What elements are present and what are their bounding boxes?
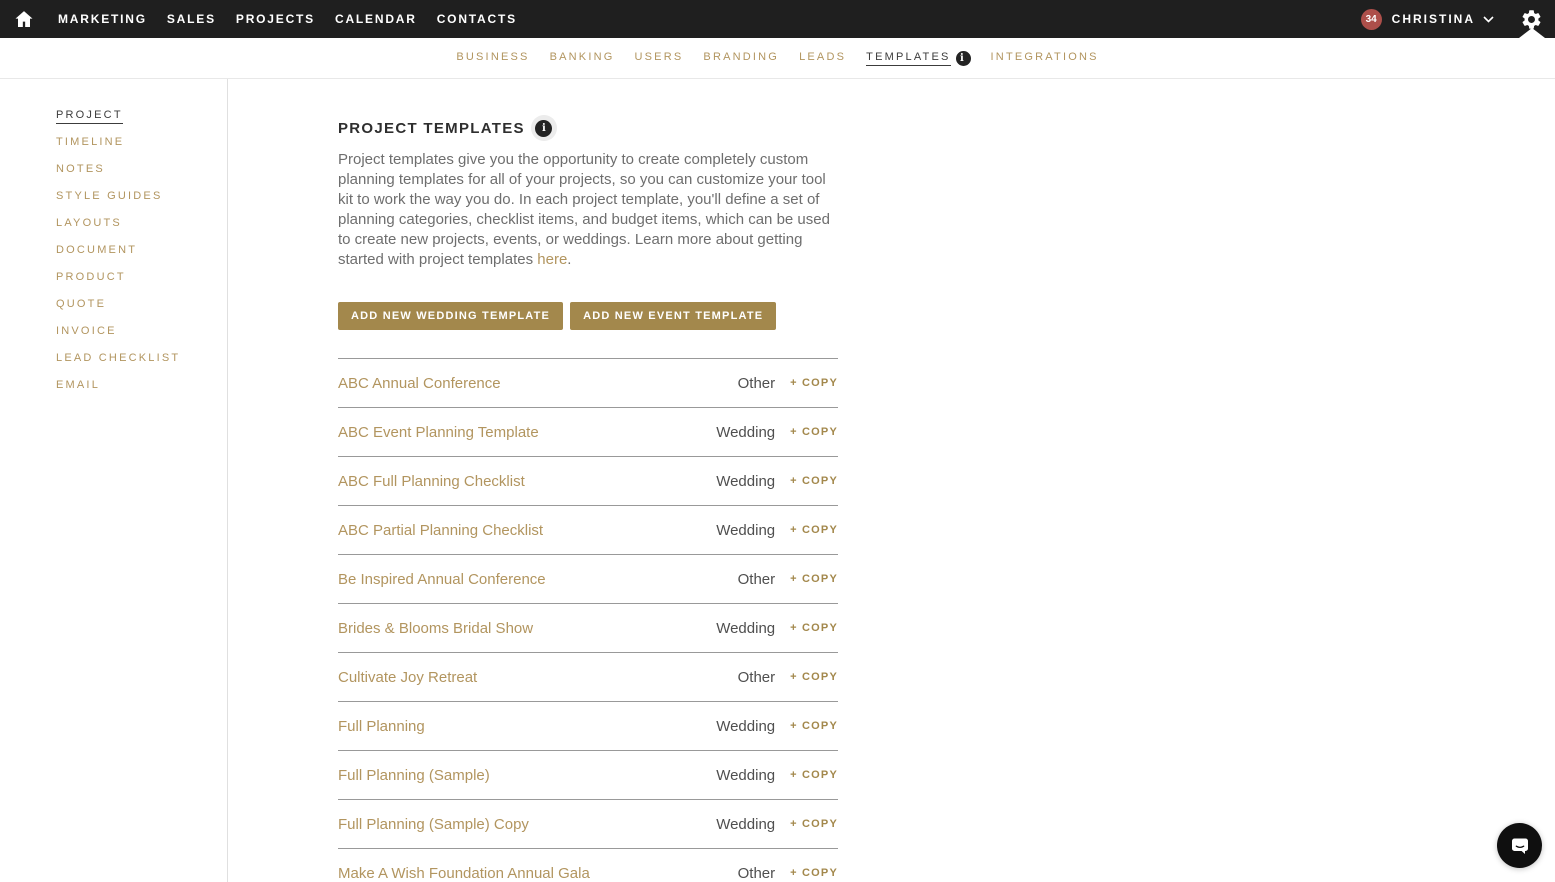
home-icon[interactable] <box>14 9 34 29</box>
sidebar-item-label: NOTES <box>56 163 105 175</box>
sidebar-item[interactable] <box>56 163 227 190</box>
top-nav-left <box>0 9 527 29</box>
template-copy-button[interactable]: + COPY <box>790 377 838 389</box>
notification-badge[interactable]: 34 <box>1361 9 1382 30</box>
settings-nav-item-label: BANKING <box>549 50 615 63</box>
sidebar-item[interactable] <box>56 136 227 163</box>
top-nav <box>0 0 1555 38</box>
primary-nav <box>48 12 527 26</box>
templates-list <box>338 358 838 882</box>
chat-bubble-icon <box>1508 834 1532 858</box>
settings-nav-item-label: INTEGRATIONS <box>990 50 1099 63</box>
sidebar-item[interactable] <box>56 271 227 298</box>
template-row <box>338 359 838 408</box>
template-type: Other <box>737 668 776 686</box>
sidebar-item[interactable] <box>56 352 227 379</box>
template-row <box>338 457 838 506</box>
settings-nav-item-label: USERS <box>634 50 684 63</box>
sidebar-item-label: DOCUMENT <box>56 244 138 256</box>
template-type: Other <box>737 864 776 882</box>
template-copy-button[interactable]: + COPY <box>790 720 838 732</box>
sidebar-item-label: PROJECT <box>56 109 123 124</box>
template-type: Wedding <box>716 766 776 784</box>
primary-nav-item[interactable]: PROJECTS <box>235 12 315 26</box>
sidebar-item[interactable] <box>56 109 227 136</box>
sidebar-item-label: TIMELINE <box>56 136 125 148</box>
template-copy-button[interactable]: + COPY <box>790 622 838 634</box>
user-menu[interactable] <box>1392 12 1494 26</box>
sidebar-item-label: PRODUCT <box>56 271 126 283</box>
template-name-link[interactable]: Full Planning (Sample) <box>338 766 490 784</box>
primary-nav-item[interactable]: CALENDAR <box>334 12 417 26</box>
settings-nav-item[interactable] <box>703 51 779 66</box>
chevron-down-icon <box>1483 16 1494 23</box>
template-copy-button[interactable]: + COPY <box>790 769 838 781</box>
settings-nav-item[interactable] <box>456 51 529 66</box>
sidebar-item[interactable] <box>56 379 227 406</box>
template-name-link[interactable]: Make A Wish Foundation Annual Gala <box>338 864 590 882</box>
page-description <box>338 150 838 270</box>
add-event-template-button[interactable]: ADD NEW EVENT TEMPLATE <box>570 302 776 330</box>
template-row <box>338 751 838 800</box>
template-row <box>338 408 838 457</box>
main-panel <box>338 79 838 882</box>
template-row <box>338 555 838 604</box>
primary-nav-item[interactable]: CONTACTS <box>436 12 517 26</box>
template-name-link[interactable]: ABC Full Planning Checklist <box>338 472 525 490</box>
sidebar-item-label: QUOTE <box>56 298 107 310</box>
sidebar-item-label: LAYOUTS <box>56 217 122 229</box>
description-suffix: . <box>567 251 572 268</box>
template-copy-button[interactable]: + COPY <box>790 867 838 879</box>
template-copy-button[interactable]: + COPY <box>790 426 838 438</box>
template-name-link[interactable]: ABC Event Planning Template <box>338 423 539 441</box>
template-copy-button[interactable]: + COPY <box>790 573 838 585</box>
user-name: CHRISTINA <box>1391 12 1475 26</box>
primary-nav-item[interactable]: SALES <box>166 12 216 26</box>
template-copy-button[interactable]: + COPY <box>790 818 838 830</box>
chat-launcher-button[interactable] <box>1497 823 1542 868</box>
learn-more-link[interactable]: here <box>537 251 568 268</box>
content-area <box>0 79 1555 882</box>
template-name-link[interactable]: Full Planning <box>338 717 425 735</box>
sidebar <box>0 79 228 882</box>
template-name-link[interactable]: ABC Annual Conference <box>338 374 501 392</box>
template-row <box>338 604 838 653</box>
settings-popover-arrow <box>1519 28 1545 38</box>
template-row <box>338 849 838 882</box>
template-copy-button[interactable]: + COPY <box>790 671 838 683</box>
settings-nav <box>0 38 1555 79</box>
template-name-link[interactable]: Be Inspired Annual Conference <box>338 570 546 588</box>
template-type: Wedding <box>716 619 776 637</box>
template-name-link[interactable]: Cultivate Joy Retreat <box>338 668 478 686</box>
sidebar-item[interactable] <box>56 298 227 325</box>
settings-nav-item-label: BRANDING <box>703 50 780 63</box>
template-name-link[interactable]: Full Planning (Sample) Copy <box>338 815 529 833</box>
template-row <box>338 506 838 555</box>
template-row <box>338 702 838 751</box>
settings-nav-item[interactable] <box>635 51 684 66</box>
info-icon: i <box>535 120 552 137</box>
template-type: Other <box>737 374 776 392</box>
template-type: Wedding <box>716 521 776 539</box>
sidebar-item-label: EMAIL <box>56 379 101 391</box>
template-name-link[interactable]: ABC Partial Planning Checklist <box>338 521 544 539</box>
settings-nav-item-label: LEADS <box>799 50 847 63</box>
template-copy-button[interactable]: + COPY <box>790 475 838 487</box>
settings-nav-item-label: BUSINESS <box>456 50 530 63</box>
template-row <box>338 653 838 702</box>
template-actions <box>338 302 838 330</box>
settings-nav-item[interactable] <box>991 51 1099 66</box>
primary-nav-item[interactable]: MARKETING <box>58 12 147 26</box>
info-icon[interactable]: i <box>956 51 971 66</box>
template-type: Wedding <box>716 423 776 441</box>
template-name-link[interactable]: Brides & Blooms Bridal Show <box>338 619 534 637</box>
settings-nav-item[interactable] <box>866 51 970 66</box>
template-type: Other <box>737 570 776 588</box>
template-type: Wedding <box>716 815 776 833</box>
template-copy-button[interactable]: + COPY <box>790 524 838 536</box>
settings-nav-item-label: TEMPLATES <box>866 51 950 66</box>
template-type: Wedding <box>716 472 776 490</box>
page-info-button[interactable] <box>531 115 557 141</box>
add-wedding-template-button[interactable]: ADD NEW WEDDING TEMPLATE <box>338 302 563 330</box>
page-head <box>338 115 838 141</box>
settings-nav-item[interactable] <box>550 51 615 66</box>
template-row <box>338 800 838 849</box>
sidebar-item[interactable] <box>56 244 227 271</box>
sidebar-item[interactable] <box>56 325 227 352</box>
settings-nav-item[interactable] <box>799 51 846 66</box>
description-text: Project templates give you the opportunity to create completely custom planning templates for all of your projects, so you can customize your tool kit to work the way you do. In each project template, you'll define a set of planning categories, checklist items, and budget items, which can be used to create new projects, events, or weddings. Learn more about getting started with project templates <box>338 151 830 268</box>
sidebar-item-label: LEAD CHECKLIST <box>56 352 181 364</box>
page-title: PROJECT TEMPLATES <box>338 119 525 137</box>
template-type: Wedding <box>716 717 776 735</box>
sidebar-item-label: INVOICE <box>56 325 117 337</box>
sidebar-item-label: STYLE GUIDES <box>56 190 163 202</box>
sidebar-item[interactable] <box>56 217 227 244</box>
sidebar-item[interactable] <box>56 190 227 217</box>
